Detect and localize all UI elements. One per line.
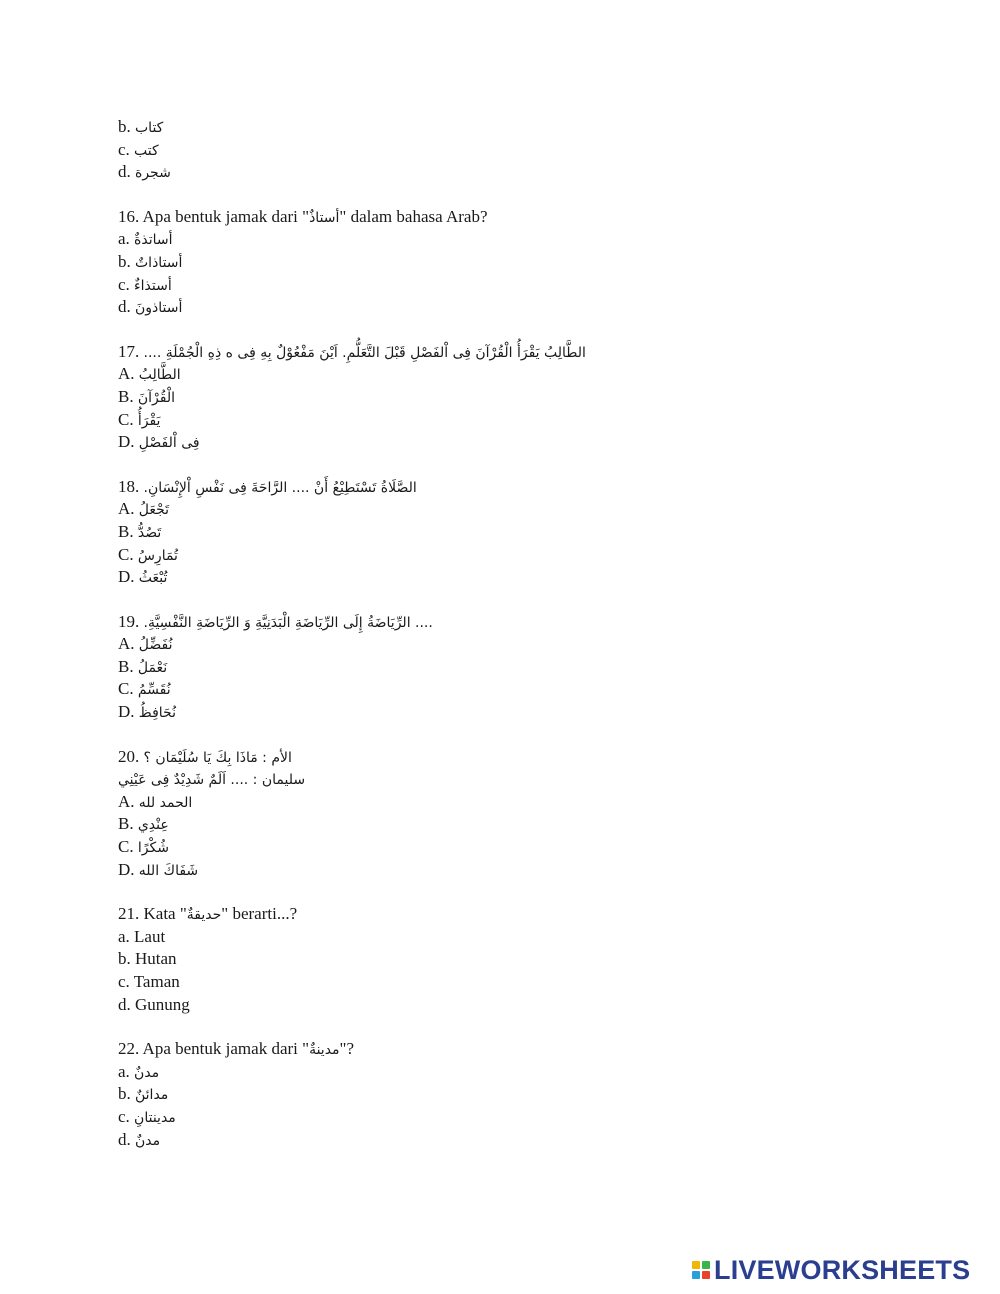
question-line (118, 274, 918, 297)
question-text: " berarti...? (221, 904, 298, 924)
arabic-text: مدنٌ (134, 1064, 160, 1081)
question-line (118, 1038, 918, 1061)
arabic-text: الأم : مَاذَا بِكَ يَا سُلَيْمَان ؟ (143, 749, 292, 766)
item-label: D. (118, 432, 139, 452)
question-line (118, 296, 918, 319)
item-label: D. (118, 567, 139, 587)
item-label: 18. (118, 476, 144, 496)
arabic-text: أساتذةٌ (134, 232, 173, 249)
liveworksheets-logo (692, 1255, 970, 1285)
question-line (118, 611, 918, 634)
arabic-text: نُحَافِظُ (138, 705, 176, 722)
arabic-text: فِى اْلفَصْلِ (138, 435, 200, 452)
item-label: d. (118, 297, 135, 317)
question-line (118, 948, 918, 971)
arabic-text: مدينةٌ (309, 1042, 340, 1059)
question-block (118, 1038, 918, 1151)
item-label: C. (118, 544, 138, 564)
logo-text: LIVEWORKSHEETS (714, 1254, 971, 1285)
item-label: B. (118, 656, 138, 676)
item-label: a. (118, 1061, 135, 1081)
item-label: B. (118, 814, 138, 834)
question-line (118, 791, 918, 814)
worksheet-page (118, 116, 918, 1173)
question-line (118, 1083, 918, 1106)
arabic-text: نُفَضِّلُ (138, 637, 173, 654)
arabic-text: تُبْعَثُ (138, 570, 168, 587)
question-line (118, 994, 918, 1017)
question-line (118, 386, 918, 409)
item-label: C. (118, 837, 138, 857)
arabic-text: أستاذونَ (135, 300, 183, 317)
question-block (118, 341, 918, 454)
arabic-text: تَصُدُّ (137, 524, 162, 541)
question-block (118, 476, 918, 589)
item-label: c. (118, 1106, 135, 1126)
question-line (118, 678, 918, 701)
question-line (118, 813, 918, 836)
question-line (118, 836, 918, 859)
question-line (118, 859, 918, 882)
item-label: B. (118, 521, 138, 541)
arabic-text: نُقَسِّمُ (137, 682, 171, 699)
item-label: B. (118, 386, 138, 406)
item-label: A. (118, 364, 139, 384)
item-label: b. (118, 1084, 135, 1104)
question-line (118, 161, 918, 184)
item-label: 20. (118, 746, 144, 766)
question-line (118, 116, 918, 139)
question-line (118, 768, 918, 791)
question-text: 21. Kata " (118, 904, 187, 924)
question-line (118, 1129, 918, 1152)
item-label: c. Taman (118, 972, 180, 991)
item-label: D. (118, 859, 139, 879)
question-line (118, 431, 918, 454)
question-line (118, 341, 918, 364)
question-line (118, 521, 918, 544)
question-line (118, 971, 918, 994)
question-line (118, 409, 918, 432)
arabic-text: الْقُرْآنَ (137, 389, 175, 406)
logo-mark-icon (692, 1261, 710, 1279)
question-text: "? (339, 1039, 355, 1059)
arabic-text: .... الرِّيَاضَةُ إِلَى الرِّيَاضَةِ الْبَدَنِيَّةِ وَ الرِّيَاضَةِ النَّفْسِيَّةِ. (143, 614, 433, 631)
question-line (118, 1061, 918, 1084)
question-line (118, 498, 918, 521)
arabic-text: شُكْرًا (137, 840, 169, 857)
question-line (118, 476, 918, 499)
question-line (118, 926, 918, 949)
arabic-text: أستاذاتٌ (135, 254, 183, 271)
arabic-text: نَعْمَلُ (137, 659, 168, 676)
item-label: d. (118, 162, 135, 182)
arabic-text: مدائنٌ (135, 1087, 169, 1104)
question-block (118, 116, 918, 184)
question-line (118, 903, 918, 926)
question-line (118, 363, 918, 386)
item-label: A. (118, 634, 139, 654)
item-label: a. (118, 229, 135, 249)
question-line (118, 228, 918, 251)
item-label: C. (118, 679, 138, 699)
item-label: 19. (118, 611, 144, 631)
arabic-text: مدينتانِ (134, 1109, 176, 1126)
item-label: c. (118, 274, 135, 294)
item-label: b. (118, 117, 135, 136)
arabic-text: عِنْدِي (137, 817, 169, 834)
question-line (118, 633, 918, 656)
question-line (118, 251, 918, 274)
question-text: 22. Apa bentuk jamak dari " (118, 1039, 310, 1059)
arabic-text: كتاب (135, 120, 164, 136)
arabic-text: تُمَارِسُ (137, 547, 178, 564)
arabic-text: تَجْعَلُ (138, 502, 170, 519)
item-label: D. (118, 702, 139, 722)
question-line (118, 746, 918, 769)
arabic-text: أستذاءٌ (134, 277, 172, 294)
item-label: b. Hutan (118, 949, 177, 969)
question-block (118, 746, 918, 882)
question-block (118, 206, 918, 319)
arabic-text: يَقْرَأُ (137, 412, 161, 429)
item-label: C. (118, 409, 138, 429)
question-line (118, 544, 918, 567)
question-line (118, 701, 918, 724)
item-label: d. Gunung (118, 994, 190, 1014)
item-label: c. (118, 139, 135, 159)
arabic-text: كتب (134, 142, 159, 159)
question-line (118, 656, 918, 679)
arabic-text: مدنٌ (135, 1132, 161, 1149)
question-line (118, 1106, 918, 1129)
arabic-text: الحمد لله (138, 794, 193, 811)
item-label: A. (118, 791, 139, 811)
item-label: a. Laut (118, 926, 166, 946)
arabic-text: الصَّلَاةُ تَسْتَطِيْعُ أَنْ .... الرَّاحَةَ فِى نَفْسِ اْلإِنْسَانِ. (143, 479, 417, 496)
item-label: A. (118, 499, 139, 519)
question-block (118, 611, 918, 724)
arabic-text: الطَّالِبُ يَقْرَأُ الْقُرْآنَ فِى اْلفَصْلِ قَبْلَ التَّعَلُّمِ. اَيْنَ مَفْعُوْلٌ بِهِ فِى ه ذِهِ الْجُمْلَةِ .... (143, 344, 586, 361)
arabic-text: حديقةٌ (186, 907, 222, 924)
arabic-text: شجرة (135, 165, 171, 182)
question-block (118, 903, 918, 1016)
arabic-text: شَفَاكَ الله (138, 862, 199, 879)
item-label: d. (118, 1129, 135, 1149)
question-text: " dalam bahasa Arab? (339, 206, 488, 226)
arabic-text: سليمان : .... اَلَمٌ شَدِيْدٌ فِى عَيْنِي (118, 772, 306, 789)
item-label: b. (118, 251, 135, 271)
item-label: 17. (118, 341, 144, 361)
question-line (118, 566, 918, 589)
arabic-text: الطَّالِبُ (138, 367, 181, 384)
arabic-text: أستاذٌ (309, 209, 340, 226)
question-line (118, 206, 918, 229)
question-line (118, 139, 918, 162)
question-text: 16. Apa bentuk jamak dari " (118, 206, 310, 226)
